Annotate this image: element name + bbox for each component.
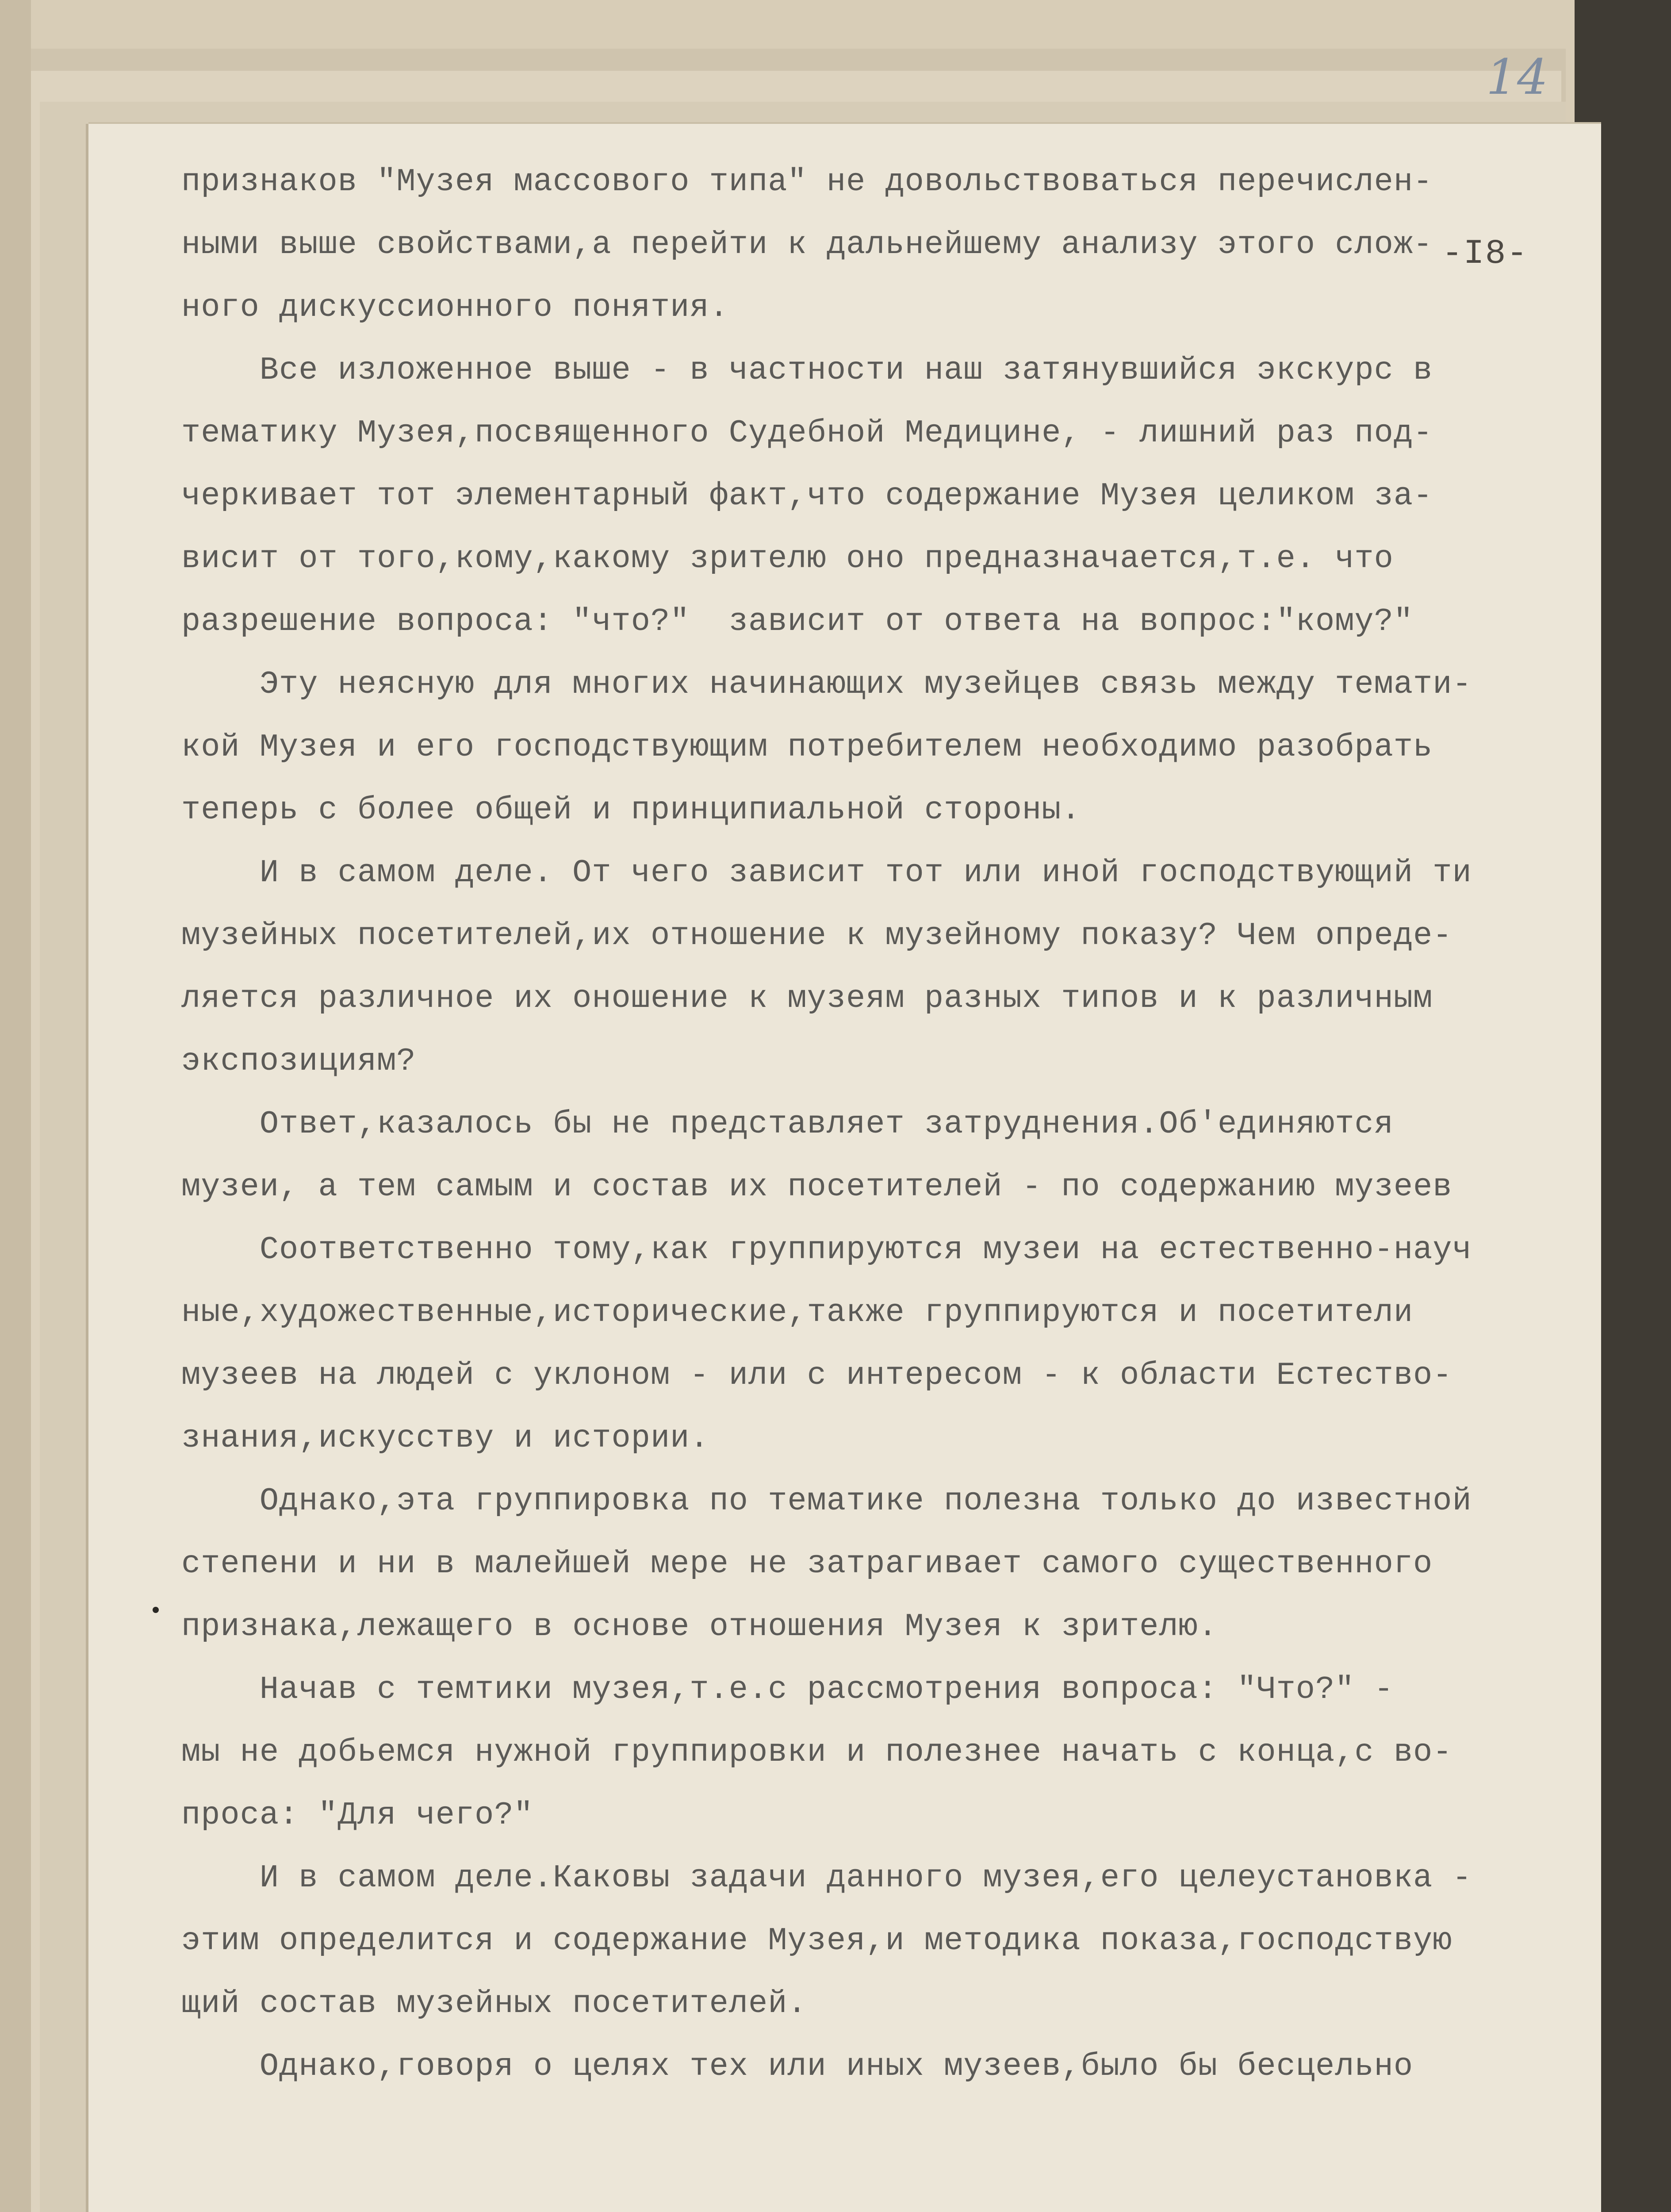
text-line: тематику Музея,посвященного Судебной Медицине, - лишний раз под- [181,415,1433,451]
typed-text [181,150,1597,2098]
text-line: ные,художественные,исторические,также группируются и посетители [181,1294,1414,1331]
text-line: черкивает тот элементарный факт,что содержание Музея целиком за- [181,478,1433,514]
text-line: знания,искусству и истории. [181,1420,709,1456]
text-line: музейных посетителей,их отношение к музейному показу? Чем опреде- [181,918,1453,954]
text-line: И в самом деле. От чего зависит тот или иной господствующий ти [181,855,1472,891]
text-line: экспозициям? [181,1043,416,1079]
folio-mark: 14 [1486,49,1548,105]
text-line: степени и ни в малейшей мере не затрагивает самого существенного [181,1546,1433,1582]
text-line: Однако,говоря о целях тех или иных музеев,было бы бесцельно [181,2048,1414,2085]
page-number: -I8- [1442,234,1529,273]
text-line: теперь с более общей и принципиальной стороны. [181,792,1081,828]
text-line: проса: "Для чего?" [181,1797,533,1833]
text-line: И в самом деле.Каковы задачи данного музея,его целеустановка - [181,1860,1472,1896]
text-line: ными выше свойствами,а перейти к дальнейшему анализу этого слож- [181,227,1433,263]
text-line: висит от того,кому,какому зрителю оно предназначается,т.е. что [181,541,1394,577]
text-line: Эту неясную для многих начинающих музейцев связь между темати- [181,666,1472,703]
text-line: Все изложенное выше - в частности наш затянувшийся экскурс в [181,352,1433,388]
text-line: признака,лежащего в основе отношения Музея к зрителю. [181,1609,1218,1645]
text-line: разрешение вопроса: "что?" зависит от ответа на вопрос:"кому?" [181,603,1414,640]
text-line: ного дискуссионного понятия. [181,289,729,326]
text-line: музеи, а тем самым и состав их посетителей - по содержанию музеев [181,1169,1453,1205]
text-line: признаков "Музея массового типа" не довольствоваться перечислен- [181,164,1433,200]
text-line: кой Музея и его господствующим потребителем необходимо разобрать [181,729,1433,765]
text-line: ляется различное их оношение к музеям разных типов и к различным [181,980,1433,1017]
ink-dot [153,1607,159,1613]
text-line: Соответственно тому,как группируются музеи на естественно-науч [181,1232,1472,1268]
text-line: музеев на людей с уклоном - или с интересом - к области Естество- [181,1357,1453,1394]
binder-edge [0,0,31,2212]
text-line: Однако,эта группировка по тематике полезна только до известной [181,1483,1472,1519]
text-line: Начав с темтики музея,т.е.с рассмотрения вопроса: "Что?" - [181,1671,1394,1708]
text-line: этим определится и содержание Музея,и методика показа,господствую [181,1923,1453,1959]
text-line: Ответ,казалось бы не представляет затруднения.Об'единяются [181,1106,1394,1142]
text-line: щий состав музейных посетителей. [181,1985,807,2022]
text-line: мы не добьемся нужной группировки и полезнее начать с конца,с во- [181,1734,1453,1770]
